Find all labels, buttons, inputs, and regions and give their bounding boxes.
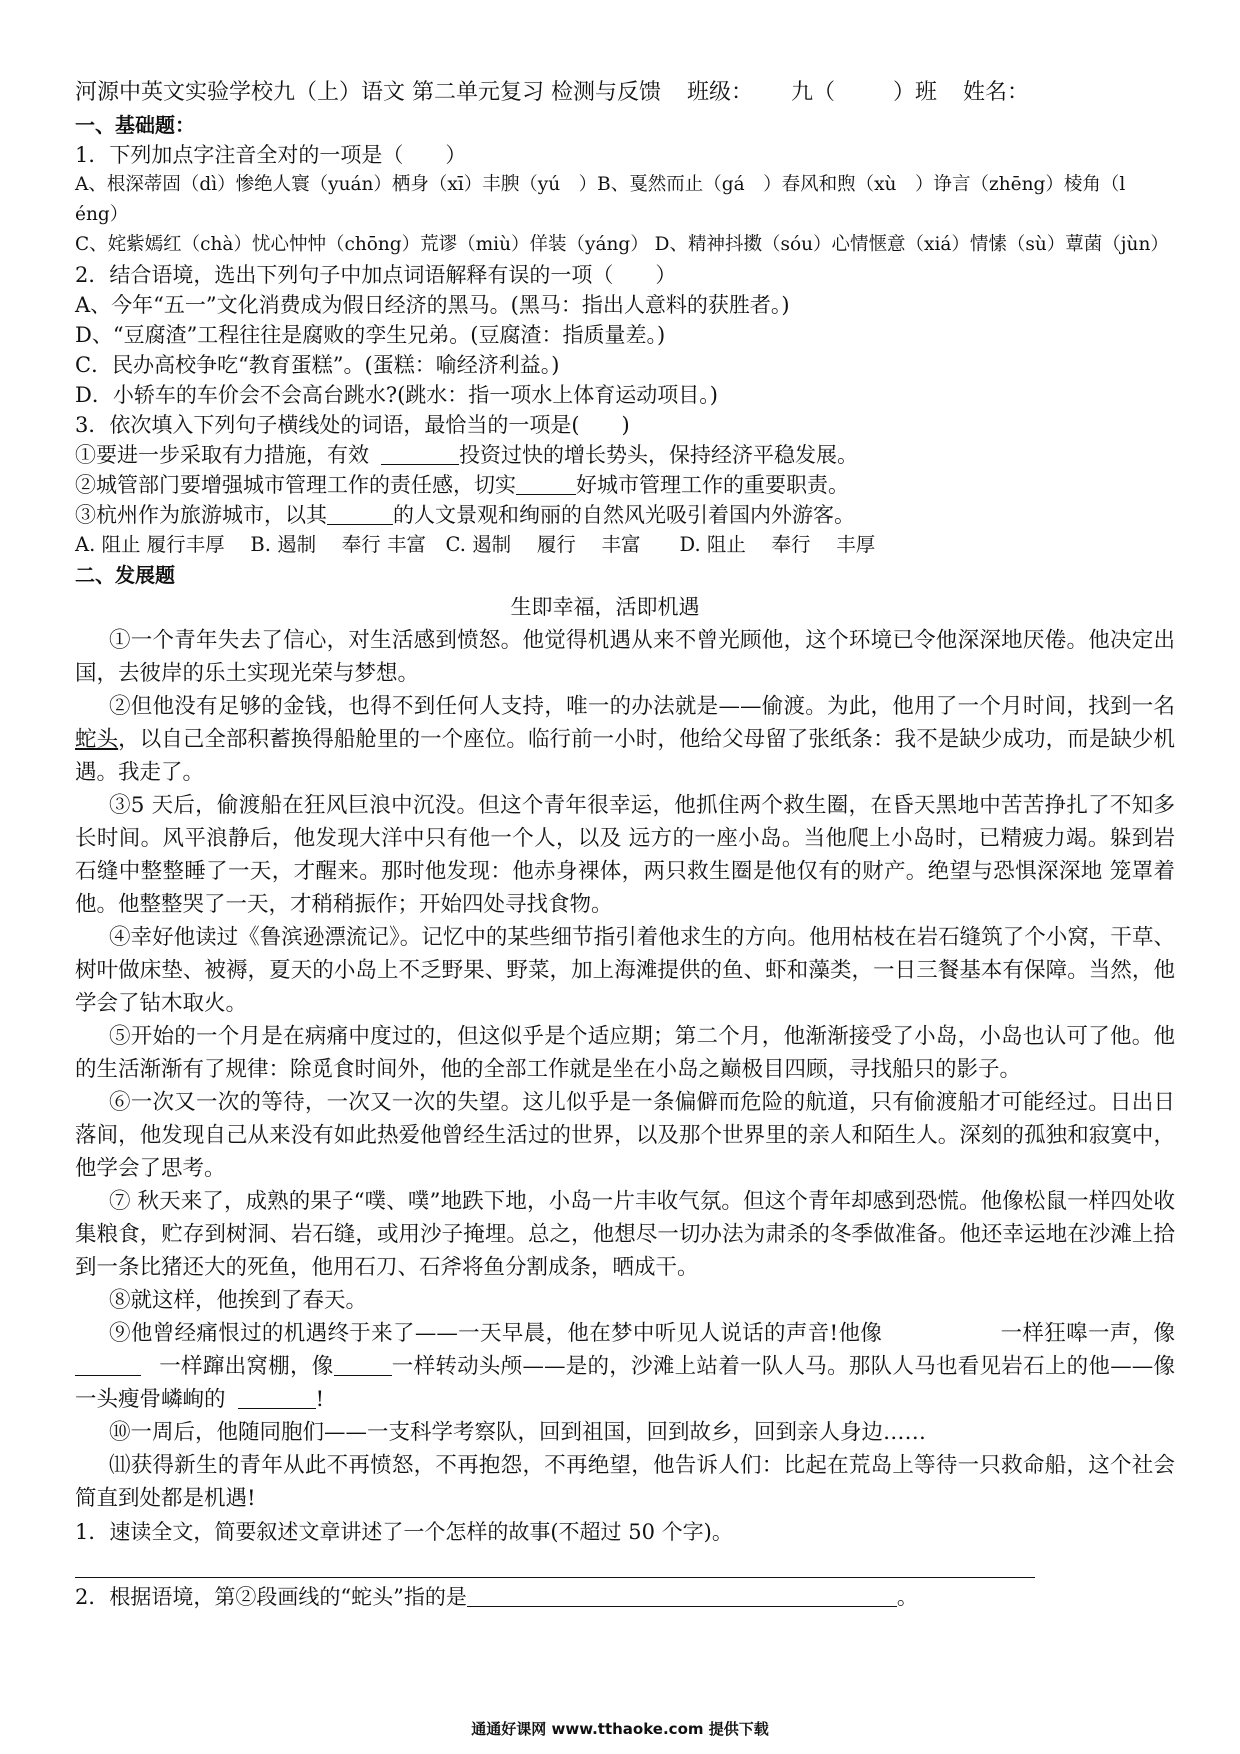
p9-text-b: 一样狂嗥一声，像 <box>1000 1321 1175 1346</box>
q2-option-d2: D．小轿车的车价会不会高台跳水?(跳水：指一项水上体育运动项目。) <box>75 383 718 407</box>
q3-sentence-2 <box>75 470 1175 500</box>
paragraph-7: ⑦ 秋天来了，成熟的果子“噗、噗”地跌下地，小岛一片丰收气氛。但这个青年却感到恐慌。他像松鼠一样四处收集粮食，贮存到树洞、岩石缝，或用沙子掩埋。总之，他想尽一切办法为肃杀的冬季做准备。他还幸运地在沙滩上拾到一条比猪还大的死鱼，他用石刀、石斧将鱼分割成条，晒成干。 <box>75 1189 1175 1280</box>
section-basic-title: 一、基础题： <box>75 113 195 137</box>
class-label: 班级： <box>687 80 754 105</box>
q3-sentence-1 <box>75 440 1175 470</box>
paragraph-4: ④幸好他读过《鲁滨逊漂流记》。记忆中的某些细节指引着他求生的方向。他用枯枝在岩石缝筑了个小窝，干草、树叶做床垫、被褥，夏天的小岛上不乏野果、野菜，加上海滩提供的鱼、虾和藻类，一日三餐基本有保障。当然，他学会了钻木取火。 <box>75 925 1175 1016</box>
q3-options: A. 阻止 履行丰厚 B. 遏制 奉行 丰富 C. 遏制 履行 丰富 D. 阻止 奉行 丰厚 <box>75 533 876 556</box>
q1-options-ab: A、根深蒂固（dì）惨绝人寰（yuán）栖身（xī）丰腴（yú ）B、戛然而止（gá ）春风和煦（xù ）诤言（zhēng）棱角（l <box>75 174 1126 195</box>
q3-s2-text-a: ②城管部门要增强城市管理工作的责任感，切实 <box>75 473 516 497</box>
name-label: 姓名： <box>963 80 1030 105</box>
q1-stem: 1．下列加点字注音全对的一项是（ ） <box>75 143 467 167</box>
paragraph-5: ⑤开始的一个月是在病痛中度过的，但这似乎是个适应期；第二个月，他渐渐接受了小岛，小岛也认可了他。他的生活渐渐有了规律：除觅食时间外，他的全部工作就是坐在小岛之巅极目四顾，寻找船只的影子。 <box>75 1024 1175 1082</box>
p9-blank-3[interactable] <box>334 1353 392 1376</box>
q3-s3-text-a: ③杭州作为旅游城市，以其 <box>75 503 327 527</box>
q2-option-a: A、今年“五一”文化消费成为假日经济的黑马。(黑马：指出人意料的获胜者。) <box>75 293 790 317</box>
p9-blank-2[interactable] <box>75 1353 141 1376</box>
q2-stem: 2．结合语境，选出下列句子中加点词语解释有误的一项（ ） <box>75 263 677 287</box>
q2-option-d: D、“豆腐渣”工程往往是腐败的孪生兄弟。(豆腐渣：指质量差。) <box>75 323 666 347</box>
q3-s2-text-b: 好城市管理工作的重要职责。 <box>576 473 849 497</box>
paragraph-11: ⑾获得新生的青年从此不再愤怒，不再抱怨，不再绝望，他告诉人们：比起在荒岛上等待一只救命船，这个社会简直到处都是机遇! <box>75 1453 1175 1511</box>
q3-sentence-3 <box>75 500 1175 530</box>
q3-blank-1[interactable] <box>381 442 459 465</box>
class-suffix: ）班 <box>893 80 938 105</box>
p9-text-a: ⑨他曾经痛恨过的机遇终于来了——一天早晨，他在梦中听见人说话的声音!他像 <box>109 1321 883 1346</box>
p9-text-e: ! <box>315 1387 325 1412</box>
p9-text-d: 一样转动头颅——是的，沙滩上站着一队人马。那队人马也看见岩石上的他——像一头瘦骨嶙峋的 <box>75 1354 1175 1412</box>
paragraph-9 <box>75 1317 1175 1416</box>
class-prefix: 九（ <box>791 80 836 105</box>
answer-line-2[interactable] <box>467 1584 897 1607</box>
paragraph-8: ⑧就这样，他挨到了春天。 <box>109 1288 368 1313</box>
worksheet-header <box>75 78 1175 108</box>
p2-text-a: ②但他没有足够的金钱，也得不到任何人支持，唯一的办法就是——偷渡。为此，他用了一个月时间，找到一名 <box>109 694 1175 719</box>
q3-s1-text-b: 投资过快的增长势头，保持经济平稳发展。 <box>459 443 858 467</box>
paragraph-1: ①一个青年失去了信心，对生活感到愤怒。他觉得机遇从来不曾光顾他，这个环境已令他深深地厌倦。他决定出国，去彼岸的乐土实现光荣与梦想。 <box>75 628 1175 686</box>
q2-option-c: C．民办高校争吃“教育蛋糕”。(蛋糕：喻经济利益。) <box>75 353 560 377</box>
paragraph-2 <box>75 690 1175 789</box>
paragraph-6: ⑥一次又一次的等待，一次又一次的失望。这儿似乎是一条偏僻而危险的航道，只有偷渡船才可能经过。日出日落间，他发现自己从来没有如此热爱他曾经生活过的世界，以及那个世界里的亲人和陌生人。深刻的孤独和寂寞中，他学会了思考。 <box>75 1090 1175 1181</box>
paragraph-10: ⑩一周后，他随同胞们——一支科学考察队，回到祖国，回到故乡，回到亲人身边…… <box>109 1420 927 1445</box>
article-title: 生即幸福，活即机遇 <box>510 595 700 619</box>
p9-blank-4[interactable] <box>238 1386 316 1409</box>
q3-blank-2[interactable] <box>516 472 576 495</box>
q3-s3-text-b: 的人文景观和绚丽的自然风光吸引着国内外游客。 <box>393 503 855 527</box>
q1-options-ab-wrap: éng） <box>75 204 129 225</box>
answer-line-1[interactable] <box>75 1547 1035 1578</box>
q3-s1-text-a: ①要进一步采取有力措施，有效 <box>75 443 369 467</box>
section-development-title: 二、发展题 <box>75 563 175 587</box>
question-1: 1．速读全文，简要叙述文章讲述了一个怎样的故事(不超过 50 个字)。 <box>75 1520 733 1544</box>
p9-text-c: 一样蹿出窝棚，像 <box>159 1354 334 1379</box>
p2-text-b: ，以自己全部积蓄换得船舱里的一个座位。临行前一小时，他给父母留了张纸条：我不是缺少成功，而是缺少机遇。我走了。 <box>75 727 1175 785</box>
q2-text: 2．根据语境，第②段画线的“蛇头”指的是 <box>75 1585 467 1609</box>
q2-end: 。 <box>896 1585 918 1609</box>
school-title: 河源中英文实验学校九（上）语文 第二单元复习 检测与反馈 <box>75 80 661 105</box>
paragraph-3: ③5 天后，偷渡船在狂风巨浪中沉没。但这个青年很幸运，他抓住两个救生圈，在昏天黑地中苦苦挣扎了不知多长时间。风平浪静后，他发现大洋中只有他一个人，以及 远方的一座小岛。当他爬上小岛时，已精疲力竭。躲到岩石缝中整整睡了一天，才醒来。那时他发现：他赤身裸体，两只救生圈是他仅有的财产。绝望与恐惧深深地 笼罩着他。他整整哭了一天，才稍稍振作；开始四处寻找食物。 <box>75 793 1175 917</box>
question-2 <box>75 1582 1175 1612</box>
q3-blank-3[interactable] <box>327 502 393 525</box>
q3-stem: 3．依次填入下列句子横线处的词语，最恰当的一项是( ) <box>75 413 630 437</box>
q1-options-cd: C、姹紫嫣红（chà）忧心忡忡（chōng）荒谬（miù）佯装（yáng） D、精神抖擞（sóu）心情惬意（xiá）情愫（sù）蕈菌（jùn） <box>75 234 1169 255</box>
footer-source: 通通好课网 www.tthaoke.com 提供下载 <box>471 1720 769 1738</box>
worksheet <box>75 78 1175 1612</box>
snake-head-underlined: 蛇头 <box>75 727 119 752</box>
